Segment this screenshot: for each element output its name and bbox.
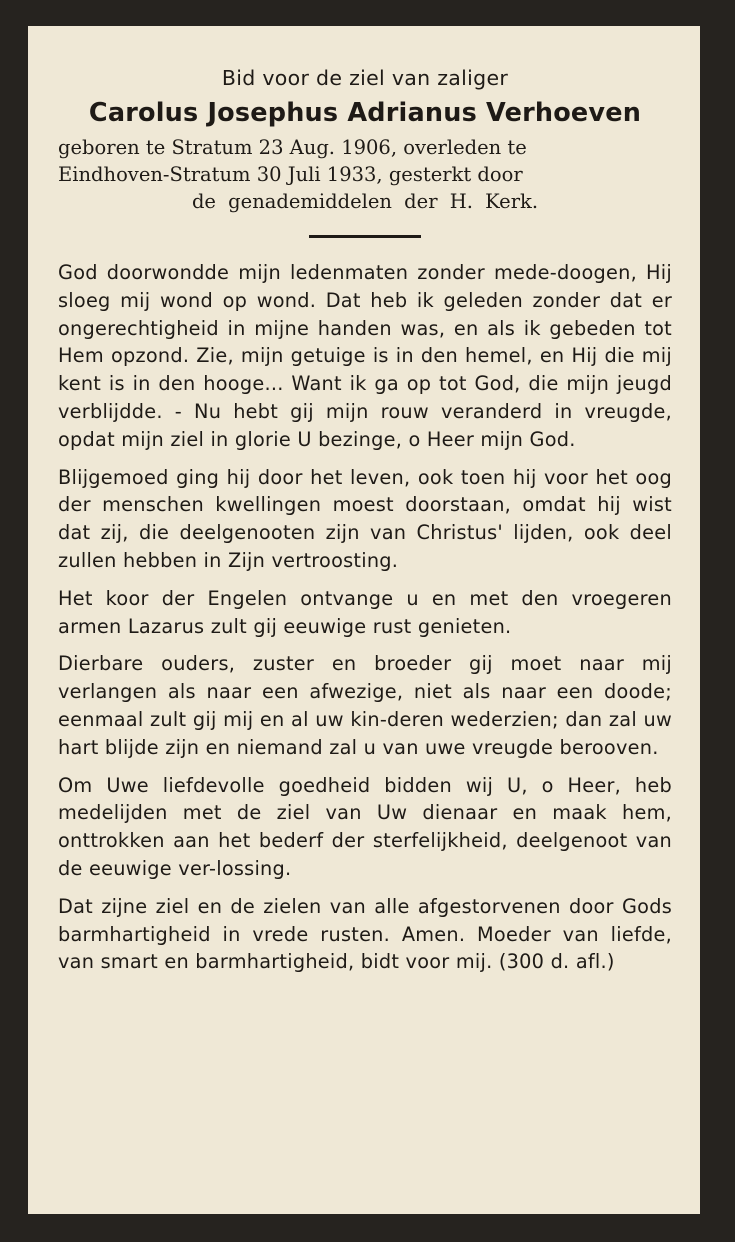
paragraph-1: God doorwondde mijn ledenmaten zonder mede-doogen, Hij sloeg mij wond op wond. Dat heb ik geleden zonder dat er ongerechtigheid in mijne handen was, en als ik gebeden tot Hem opzond. Zie, mijn getuige is in den hemel, en Hij die mij kent is in den hooge... Want ik ga op tot God, die mijn jeugd verblijdde. - Nu hebt gij mijn rouw veranderd in vreugde, opdat mijn ziel in glorie U bezinge, o Heer mijn God.: [58, 261, 672, 451]
paragraph-3: Het koor der Engelen ontvange u en met den vroegeren armen Lazarus zult gij eeuwige rust genieten.: [58, 586, 672, 638]
deceased-name: Carolus Josephus Adrianus Verhoeven: [88, 98, 642, 128]
birth-death-details: [58, 134, 672, 215]
paragraph-5: Om Uwe liefdevolle goedheid bidden wij U, o Heer, heb medelijden met de ziel van Uw dienaar en maak hem, onttrokken aan het bederf der sterfelijkheid, deelgenoot van de eeuwige ver-lossing.: [58, 773, 672, 880]
prayer-intro: Bid voor de ziel van zaliger: [221, 66, 509, 90]
dates-line-2: Eindhoven-Stratum 30 Juli 1933, gesterkt door: [58, 163, 523, 186]
prayer-text: [58, 259, 672, 976]
paragraph-4: Dierbare ouders, zuster en broeder gij moet naar mij verlangen als naar een afwezige, niet als naar een doode; eenmaal zult gij mij en al uw kin-deren wederzien; dan zal uw hart blijde zijn en niemand zal u van uwe vreugde berooven.: [58, 652, 672, 759]
dates-line-3: de genademiddelen der H. Kerk.: [191, 190, 539, 213]
divider-rule: [309, 235, 421, 238]
paragraph-2: Blijgemoed ging hij door het leven, ook toen hij voor het oog der menschen kwellingen moest doorstaan, omdat hij wist dat zij, die deelgenooten zijn van Christus' lijden, ook deel zullen hebben in Zijn vertroosting.: [58, 465, 672, 572]
paragraph-6: Dat zijne ziel en de zielen van alle afgestorvenen door Gods barmhartigheid in vrede rusten. Amen. Moeder van liefde, van smart en barmhartigheid, bidt voor mij. (300 d. afl.): [58, 894, 672, 974]
dates-line-1: geboren te Stratum 23 Aug. 1906, overleden te: [58, 136, 527, 159]
memorial-card: [28, 26, 700, 1214]
